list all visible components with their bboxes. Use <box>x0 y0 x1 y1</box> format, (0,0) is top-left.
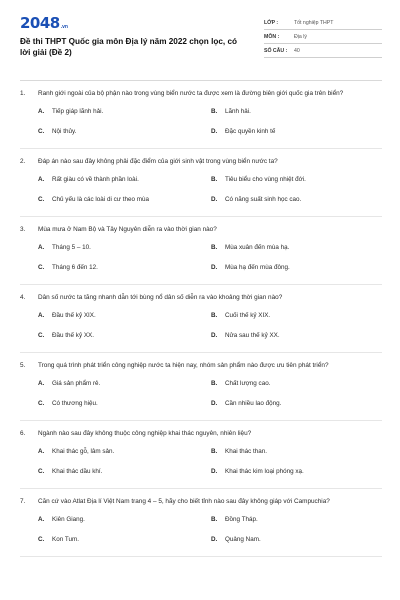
answer-option[interactable] <box>211 536 384 556</box>
answer-option[interactable] <box>38 108 211 128</box>
option-text: Chất lượng cao. <box>225 380 271 387</box>
question-divider <box>20 216 382 217</box>
option-text: Tiêu biểu cho vùng nhiệt đới. <box>225 176 306 183</box>
option-letter: D. <box>211 468 218 475</box>
meta-label: MÔN : <box>264 33 280 40</box>
question-text: Căn cứ vào Atlat Địa lí Việt Nam trang 4 – 5, hãy cho biết tỉnh nào sau đây không giáp với Campuchia? <box>38 498 330 505</box>
question-divider <box>20 284 382 285</box>
answer-option[interactable] <box>38 244 211 264</box>
answer-option[interactable] <box>211 128 384 148</box>
question-divider <box>20 488 382 489</box>
exam-title: Đề thi THPT Quốc gia môn Địa lý năm 2022 chọn lọc, có lời giải (Đề 2) <box>20 37 238 57</box>
option-letter: C. <box>38 332 45 339</box>
option-letter: A. <box>38 176 45 183</box>
logo-domain-text: .vn <box>60 24 68 30</box>
option-text: Khai thác gỗ, lâm sản. <box>52 448 115 455</box>
answer-option[interactable] <box>38 312 211 332</box>
question-number: 5. <box>20 362 26 369</box>
question-item <box>20 157 382 217</box>
answer-option[interactable] <box>38 196 211 216</box>
answer-option[interactable] <box>211 468 384 488</box>
option-text: Khai thác kim loại phóng xạ. <box>225 468 304 475</box>
option-text: Khai thác than. <box>225 448 268 455</box>
answer-option[interactable] <box>211 448 384 468</box>
option-letter: A. <box>38 516 45 523</box>
option-letter: B. <box>211 380 218 387</box>
meta-row-subject <box>264 30 382 44</box>
question-number: 1. <box>20 90 26 97</box>
question-text: Ranh giới ngoài của bộ phận nào trong vùng biển nước ta được xem là đường biên giới quốc gia trên biển? <box>38 90 344 97</box>
answer-option[interactable] <box>211 516 384 536</box>
option-text: Chủ yếu là các loài di cư theo mùa <box>52 196 149 203</box>
option-text: Kon Tum. <box>52 536 79 543</box>
option-letter: B. <box>211 516 218 523</box>
answer-options <box>20 176 382 216</box>
answer-options <box>20 516 382 556</box>
option-text: Nửa sau thế kỷ XX. <box>225 332 280 339</box>
option-letter: C. <box>38 128 45 135</box>
meta-value: Địa lý <box>294 33 307 40</box>
answer-option[interactable] <box>38 264 211 284</box>
answer-option[interactable] <box>211 332 384 352</box>
answer-option[interactable] <box>211 244 384 264</box>
option-text: Mùa xuân đến mùa hạ. <box>225 244 290 251</box>
answer-options <box>20 312 382 352</box>
answer-option[interactable] <box>38 468 211 488</box>
exam-meta <box>264 16 382 58</box>
question-number: 4. <box>20 294 26 301</box>
question-stem <box>20 361 382 371</box>
question-stem <box>20 89 382 99</box>
answer-option[interactable] <box>211 264 384 284</box>
option-text: Cuối thế kỷ XIX. <box>225 312 271 319</box>
option-letter: B. <box>211 244 218 251</box>
option-letter: A. <box>38 312 45 319</box>
question-stem <box>20 429 382 439</box>
option-text: Khai thác dầu khí. <box>52 468 103 475</box>
option-letter: D. <box>211 196 218 203</box>
option-text: Giá sản phẩm rẻ. <box>52 380 101 387</box>
option-letter: B. <box>211 448 218 455</box>
question-number: 7. <box>20 498 26 505</box>
answer-option[interactable] <box>38 536 211 556</box>
question-stem <box>20 225 382 235</box>
option-text: Đồng Tháp. <box>225 516 258 523</box>
answer-options <box>20 380 382 420</box>
answer-option[interactable] <box>38 400 211 420</box>
meta-label: LỚP : <box>264 19 279 26</box>
header-left <box>20 14 245 58</box>
option-letter: A. <box>38 380 45 387</box>
answer-option[interactable] <box>211 312 384 332</box>
meta-row-class <box>264 16 382 30</box>
question-divider <box>20 420 382 421</box>
answer-option[interactable] <box>38 332 211 352</box>
question-text: Ngành nào sau đây không thuộc công nghiệp khai thác nguyên, nhiên liệu? <box>38 430 252 437</box>
option-letter: D. <box>211 332 218 339</box>
logo-main-text: 2048 <box>20 14 60 32</box>
meta-label: SỐ CÂU : <box>264 47 288 54</box>
answer-option[interactable] <box>211 176 384 196</box>
question-stem <box>20 157 382 167</box>
option-letter: C. <box>38 264 45 271</box>
question-item <box>20 497 382 557</box>
option-text: Mùa hạ đến mùa đông. <box>225 264 290 271</box>
option-letter: C. <box>38 196 45 203</box>
question-item <box>20 429 382 489</box>
option-letter: D. <box>211 128 218 135</box>
option-letter: D. <box>211 400 218 407</box>
option-letter: A. <box>38 108 45 115</box>
question-text: Mùa mưa ở Nam Bộ và Tây Nguyên diễn ra vào thời gian nào? <box>38 226 217 233</box>
question-stem <box>20 497 382 507</box>
question-item <box>20 293 382 353</box>
option-letter: A. <box>38 448 45 455</box>
answer-option[interactable] <box>38 448 211 468</box>
question-number: 6. <box>20 430 26 437</box>
document-header <box>20 14 382 66</box>
option-text: Kiên Giang. <box>52 516 85 523</box>
question-divider <box>20 148 382 149</box>
site-logo[interactable] <box>20 14 245 32</box>
question-number: 2. <box>20 158 26 165</box>
option-letter: C. <box>38 468 45 475</box>
option-text: Tiếp giáp lãnh hải. <box>52 108 104 115</box>
option-text: Rất giàu có về thành phần loài. <box>52 176 139 183</box>
answer-options <box>20 108 382 148</box>
option-text: Tháng 6 đến 12. <box>52 264 98 271</box>
option-letter: C. <box>38 400 45 407</box>
answer-option[interactable] <box>38 380 211 400</box>
answer-options <box>20 448 382 488</box>
option-letter: D. <box>211 264 218 271</box>
question-text: Đáp án nào sau đây không phải đặc điểm của giới sinh vật trong vùng biển nước ta? <box>38 158 278 165</box>
question-list <box>20 89 382 557</box>
option-text: Đặc quyền kinh tế <box>225 128 276 135</box>
option-text: Cần nhiều lao động. <box>225 400 282 407</box>
meta-value: 40 <box>294 47 300 54</box>
option-text: Lãnh hải. <box>225 108 251 115</box>
question-item <box>20 89 382 149</box>
question-item <box>20 225 382 285</box>
option-text: Quảng Nam. <box>225 536 261 543</box>
option-letter: D. <box>211 536 218 543</box>
answer-option[interactable] <box>38 128 211 148</box>
option-letter: B. <box>211 312 218 319</box>
question-divider <box>20 352 382 353</box>
question-text: Dân số nước ta tăng nhanh dẫn tới bùng nổ dân số diễn ra vào khoảng thời gian nào? <box>38 294 283 301</box>
answer-option[interactable] <box>211 108 384 128</box>
answer-option[interactable] <box>211 380 384 400</box>
answer-option[interactable] <box>38 176 211 196</box>
question-divider <box>20 556 382 557</box>
option-text: Đầu thế kỷ XX. <box>52 332 94 339</box>
option-letter: A. <box>38 244 45 251</box>
header-divider <box>20 80 382 81</box>
question-text: Trong quá trình phát triển công nghiệp nước ta hiện nay, nhóm sản phẩm nào được ưu tiên phát triển? <box>38 362 329 369</box>
question-number: 3. <box>20 226 26 233</box>
meta-row-count <box>264 44 382 58</box>
question-item <box>20 361 382 421</box>
answer-options <box>20 244 382 284</box>
answer-option[interactable] <box>38 516 211 536</box>
option-letter: C. <box>38 536 45 543</box>
meta-value: Tốt nghiệp THPT <box>294 19 334 26</box>
question-stem <box>20 293 382 303</box>
option-text: Có năng suất sinh học cao. <box>225 196 302 203</box>
option-text: Nội thủy. <box>52 128 77 135</box>
option-text: Tháng 5 – 10. <box>52 244 91 251</box>
answer-option[interactable] <box>211 196 384 216</box>
option-letter: B. <box>211 108 218 115</box>
option-text: Có thương hiệu. <box>52 400 98 407</box>
answer-option[interactable] <box>211 400 384 420</box>
option-letter: B. <box>211 176 218 183</box>
option-text: Đầu thế kỷ XIX. <box>52 312 96 319</box>
